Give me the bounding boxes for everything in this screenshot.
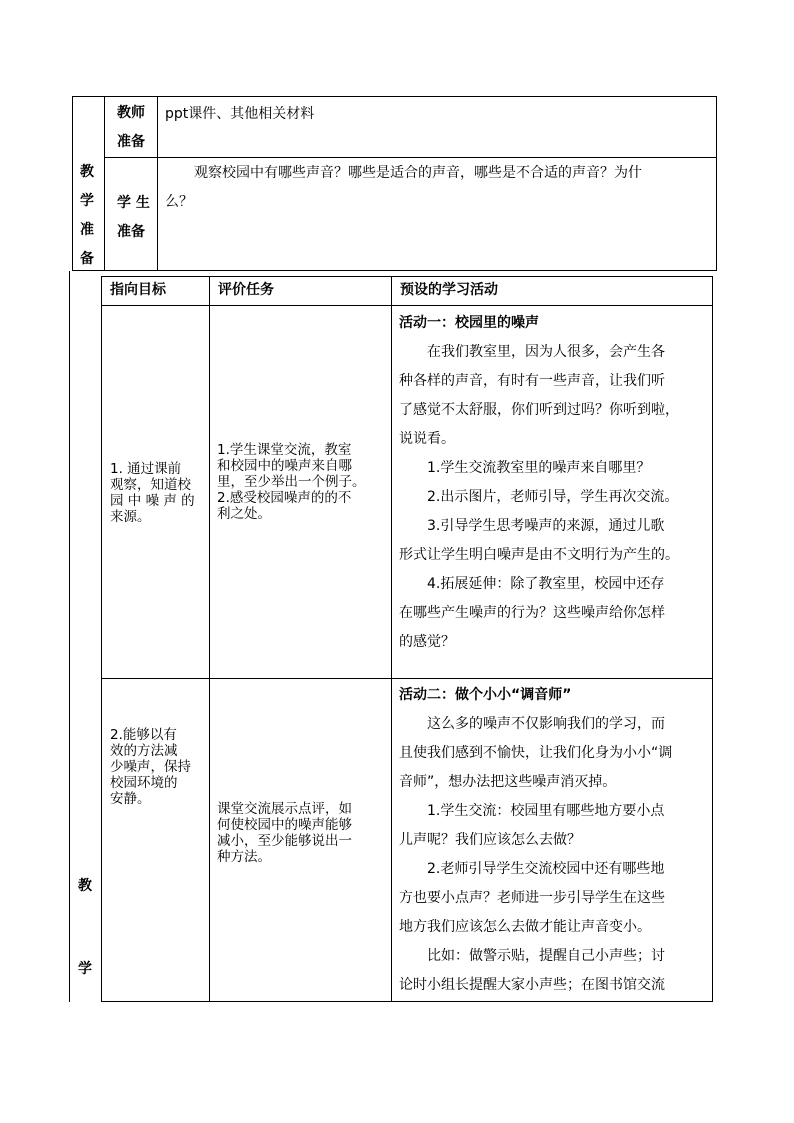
row2-task-line: 何使校园中的噪声能够	[217, 817, 352, 833]
row1-task-line: 里，至少举出一个例子。	[217, 474, 366, 490]
row1-task-line: 1.学生课堂交流，教室	[217, 442, 352, 458]
row1-activity-line: 形式让学生明白噪声是由不文明行为产生的。	[399, 547, 679, 563]
row1-task-line: 2.感受校园噪声的的不	[217, 490, 352, 506]
row1-activity-line: 2.出示图片，老师引导，学生再次交流。	[399, 489, 679, 505]
teacher-label-line-1: 教师	[117, 105, 145, 121]
prep-side-char-3: 准	[80, 222, 94, 238]
row2-goal-line: 安静。	[110, 791, 151, 807]
row2-activity-line: 音师”，想办法把这些噪声消灭掉。	[399, 774, 617, 790]
row1-activity-line: 了感觉不太舒服，你们听到过吗？你听到啦，	[399, 402, 679, 418]
row2-task-line: 课堂交流展示点评，如	[217, 801, 352, 817]
row1-task	[217, 442, 366, 522]
row2-activity-line: 比如：做警示贴，提醒自己小声些；讨	[399, 948, 665, 964]
row1-goal-line: 1. 通过课前	[110, 461, 182, 477]
row2-goal-line: 少噪声，保持	[110, 759, 191, 775]
student-prep-content-line-2: 么？	[165, 194, 193, 210]
row2-task-line: 减小，至少能够说出一	[217, 833, 352, 849]
row1-activity-line: 种各样的声音，有时有一些声音，让我们听	[399, 373, 665, 389]
student-label-line-2: 准备	[117, 224, 145, 240]
row2-activity	[399, 681, 672, 1000]
row1-goal-line: 来源。	[110, 509, 151, 525]
row2-activity-line: 论时小组长提醒大家小声些；在图书馆交流	[399, 977, 665, 993]
row2-goal	[110, 727, 191, 807]
row2-activity-line: 且使我们感到不愉快，让我们化身为小小“调	[399, 745, 673, 761]
row1-task-line: 利之处。	[217, 506, 271, 522]
main-side-char-1: 教	[78, 878, 92, 894]
row2-goal-line: 2.能够以有	[110, 727, 177, 743]
row1-activity-line: 的感觉？	[399, 634, 455, 650]
row1-activity-line: 4.拓展延伸：除了教室里，校园中还存	[399, 576, 665, 592]
row1-activity	[399, 309, 679, 657]
header-goal: 指向目标	[110, 282, 166, 298]
row2-activity-line: 2.老师引导学生交流校园中还有哪些地	[399, 861, 665, 877]
row2-activity-line: 这么多的噪声不仅影响我们的学习，而	[399, 716, 665, 732]
row2-goal-line: 校园环境的	[110, 775, 178, 791]
header-activity: 预设的学习活动	[400, 282, 498, 298]
student-prep-content-line-1: 观察校园中有哪些声音？哪些是适合的声音，哪些是不合适的声音？为什	[194, 165, 642, 181]
row2-task	[217, 801, 352, 865]
teacher-prep-content: ppt课件、其他相关材料	[165, 106, 315, 122]
prep-side-char-1: 教	[80, 164, 94, 180]
row1-goal	[110, 461, 195, 525]
header-task: 评价任务	[218, 282, 274, 298]
row1-activity-line: 在哪些产生噪声的行为？这些噪声给你怎样	[399, 605, 665, 621]
row2-activity-line: 方也要小点声？老师进一步引导学生在这些	[399, 890, 665, 906]
main-side-char-2: 学	[78, 961, 92, 977]
row2-activity-line: 地方我们应该怎么去做才能让声音变小。	[399, 919, 651, 935]
row1-task-line: 和校园中的噪声来自哪	[217, 458, 352, 474]
teacher-label-line-2: 准备	[117, 134, 145, 150]
row2-activity-line: 儿声呢？我们应该怎么去做？	[399, 832, 581, 848]
row1-goal-line: 园 中 噪 声 的	[110, 493, 195, 509]
row1-goal-line: 观察，知道校	[110, 477, 191, 493]
row1-activity-line: 说说看。	[399, 431, 455, 447]
row1-activity-line: 在我们教室里，因为人很多，会产生各	[399, 344, 665, 360]
prep-side-char-4: 备	[80, 251, 94, 267]
prep-side-char-2: 学	[80, 193, 94, 209]
row2-goal-line: 效的方法减	[110, 743, 178, 759]
row2-activity-line: 1.学生交流：校园里有哪些地方要小点	[399, 803, 665, 819]
student-label-line-1: 学 生	[117, 195, 150, 211]
row1-activity-line: 1.学生交流教室里的噪声来自哪里？	[399, 460, 651, 476]
row2-activity-title: 活动二：做个小小“调音师”	[399, 687, 572, 703]
row1-activity-title: 活动一：校园里的噪声	[399, 315, 539, 331]
row2-task-line: 种方法。	[217, 849, 271, 865]
row1-activity-line: 3.引导学生思考噪声的来源，通过儿歌	[399, 518, 665, 534]
